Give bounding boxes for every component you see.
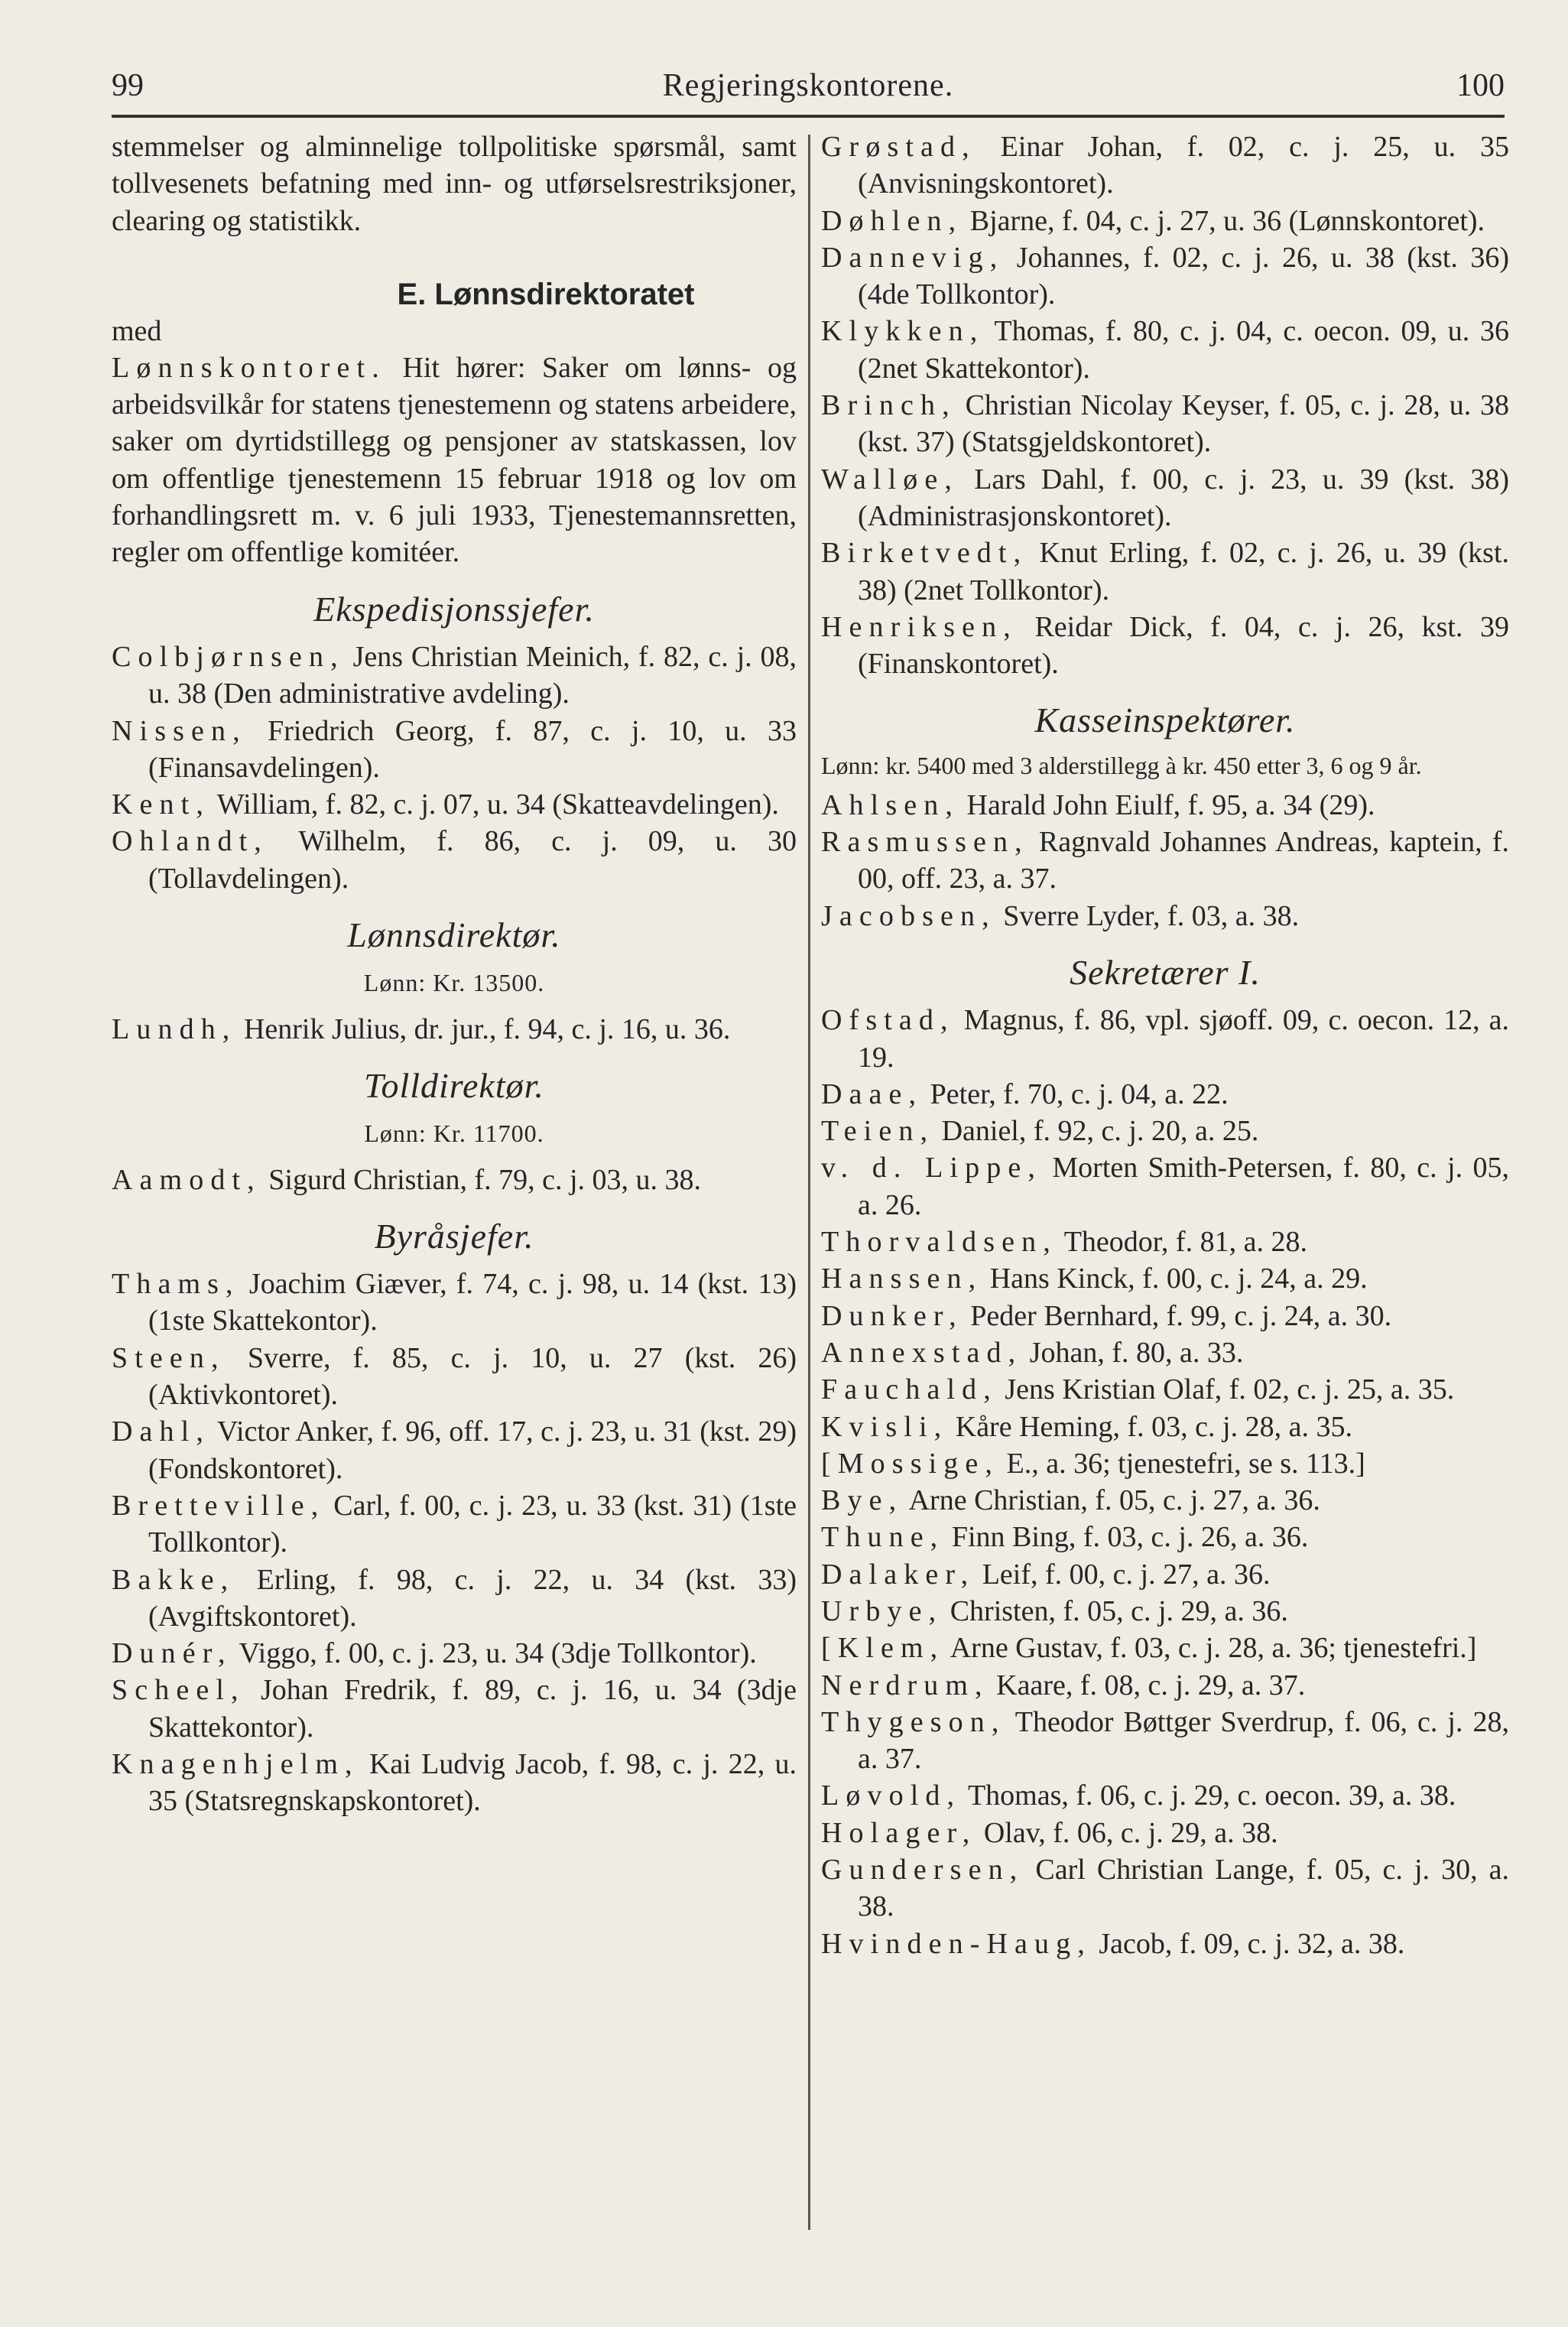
person-details: Lars Dahl, f. 00, c. j. 23, u. 39 (kst. 38) (Administrasjonskontoret). xyxy=(858,463,1509,532)
person-name: Birketvedt, xyxy=(821,537,1028,570)
person-entry xyxy=(821,461,1509,535)
kasseinspektorer-heading: Kasseinspektører. xyxy=(1034,700,1296,740)
ekspedisjonssjefer-heading: Ekspedisjonssjefer. xyxy=(313,589,595,629)
person-entry xyxy=(821,1482,1509,1519)
person-entry xyxy=(112,1340,797,1414)
person-details: Jacob, f. 09, c. j. 32, a. 38. xyxy=(1099,1927,1405,1960)
page-number-right: 100 xyxy=(1456,68,1505,103)
person-details: Jens Kristian Olaf, f. 02, c. j. 25, a. 35. xyxy=(1005,1373,1455,1406)
person-entry xyxy=(821,128,1509,203)
person-details: Erling, f. 98, c. j. 22, u. 34 (kst. 33) (Avgiftskontoret). xyxy=(148,1563,797,1633)
kasseinspektorer-salary: Lønn: kr. 5400 med 3 alderstillegg à kr. 450 etter 3, 6 og 9 år. xyxy=(821,751,1422,779)
person-entry xyxy=(112,639,797,713)
person-entry xyxy=(112,786,797,823)
lonnsdirektor-heading: Lønnsdirektør. xyxy=(347,915,561,955)
person-details: Arne Gustav, f. 03, c. j. 28, a. 36; tjenestefri.] xyxy=(950,1632,1477,1665)
person-name: Thygeson, xyxy=(821,1705,1006,1738)
person-name: Hvinden-Haug, xyxy=(821,1927,1092,1960)
person-details: Sigurd Christian, f. 79, c. j. 03, u. 38. xyxy=(268,1163,702,1196)
person-details: Kai Ludvig Jacob, f. 98, c. j. 22, u. 35 (Statsregnskapskontoret). xyxy=(148,1747,797,1818)
person-name: Dunér, xyxy=(112,1637,232,1670)
person-name: Thorvaldsen, xyxy=(821,1226,1057,1259)
person-entry xyxy=(821,1630,1509,1666)
person-entry xyxy=(821,898,1509,934)
section-e-med: med xyxy=(112,314,162,347)
person-entry xyxy=(821,1445,1509,1482)
person-details: Theodor Bøttger Sverdrup, f. 06, c. j. 28, a. 37. xyxy=(858,1705,1509,1776)
person-entry xyxy=(112,1746,797,1820)
person-details: E., a. 36; tjenestefri, se s. 113.] xyxy=(1006,1447,1365,1480)
person-entry xyxy=(821,1298,1509,1334)
person-entry xyxy=(821,824,1509,898)
person-details: Hans Kinck, f. 00, c. j. 24, a. 29. xyxy=(989,1263,1368,1295)
person-entry xyxy=(821,203,1509,239)
person-entry xyxy=(821,1593,1509,1630)
person-name: Dalaker, xyxy=(821,1558,976,1591)
left-column xyxy=(112,128,797,1820)
intro-paragraph: stemmelser og alminnelige tollpolitiske spørsmål, samt tollvesenets befatning med inn- og utførselsrestriksjoner, clearing og statistikk. xyxy=(112,131,797,237)
person-entry xyxy=(821,1519,1509,1555)
person-details: Johan, f. 80, a. 33. xyxy=(1029,1336,1244,1369)
person-entry xyxy=(821,1667,1509,1704)
person-entry xyxy=(821,1149,1509,1224)
person-entry xyxy=(821,1777,1509,1814)
person-name: [Klem, xyxy=(821,1632,945,1665)
person-name: Knagenhjelm, xyxy=(112,1747,359,1780)
person-name: Daae, xyxy=(821,1077,924,1110)
person-name: v. d. Lippe, xyxy=(821,1152,1042,1185)
person-details: Henrik Julius, dr. jur., f. 94, c. j. 16, u. 36. xyxy=(243,1012,731,1045)
person-entry xyxy=(821,1926,1509,1962)
running-title: Regjeringskontorene. xyxy=(662,68,954,103)
person-name: Nerdrum, xyxy=(821,1669,989,1701)
right-column xyxy=(821,128,1509,1962)
person-entry xyxy=(821,1113,1509,1149)
person-entry xyxy=(821,1002,1509,1076)
person-entry xyxy=(821,1815,1509,1851)
person-details: Wilhelm, f. 86, c. j. 09, u. 30 (Tollavdelingen). xyxy=(148,825,797,895)
person-name: Holager, xyxy=(821,1816,977,1849)
person-entry xyxy=(112,1011,797,1048)
person-details: Viggo, f. 00, c. j. 23, u. 34 (3dje Tollkontor). xyxy=(239,1637,757,1670)
person-name: Gundersen, xyxy=(821,1854,1024,1887)
person-details: Joachim Giæver, f. 74, c. j. 98, u. 14 (kst. 13) (1ste Skattekontor). xyxy=(148,1268,797,1337)
tolldirektor-heading: Tolldirektør. xyxy=(364,1065,544,1105)
person-details: Kåre Heming, f. 03, c. j. 28, a. 35. xyxy=(955,1410,1352,1443)
sekretaerer-list xyxy=(821,1002,1509,1962)
person-entry xyxy=(112,1672,797,1746)
byrasjefer-continued-list xyxy=(821,128,1509,682)
person-name: Kent, xyxy=(112,788,210,821)
person-entry xyxy=(821,1704,1509,1778)
section-e-paragraph xyxy=(112,349,797,571)
person-entry xyxy=(112,713,797,787)
person-entry xyxy=(821,1076,1509,1113)
person-entry xyxy=(821,787,1509,824)
person-details: Peder Bernhard, f. 99, c. j. 24, a. 30. xyxy=(970,1299,1392,1332)
person-details: Christen, f. 05, c. j. 29, a. 36. xyxy=(950,1594,1288,1627)
person-name: Dahl, xyxy=(112,1415,210,1448)
person-name: Brinch, xyxy=(821,389,956,422)
page-header xyxy=(112,61,1505,118)
lonnsdirektor-list xyxy=(112,1011,797,1048)
person-details: Johannes, f. 02, c. j. 26, u. 38 (kst. 36) (4de Tollkontor). xyxy=(858,241,1509,311)
person-name: Aamodt, xyxy=(112,1163,261,1196)
section-e-heading: E. Lønnsdirektoratet xyxy=(397,277,695,311)
person-name: Klykken, xyxy=(821,315,985,348)
person-details: William, f. 82, c. j. 07, u. 34 (Skatteavdelingen). xyxy=(216,788,779,821)
person-entry xyxy=(821,1334,1509,1371)
ekspedisjonssjefer-list xyxy=(112,639,797,897)
person-name: Ofstad, xyxy=(821,1004,955,1037)
person-name: Lundh, xyxy=(112,1012,237,1045)
column-divider xyxy=(808,135,810,2230)
person-name: Kvisli, xyxy=(821,1410,949,1443)
spacer xyxy=(112,239,797,276)
person-details: Knut Erling, f. 02, c. j. 26, u. 39 (kst. 38) (2net Tollkontor). xyxy=(858,537,1510,606)
person-entry xyxy=(112,1562,797,1636)
page-number-left: 99 xyxy=(112,68,144,103)
person-entry xyxy=(821,1851,1509,1926)
person-entry xyxy=(112,823,797,897)
lonnsdirektor-salary: Lønn: Kr. 13500. xyxy=(363,969,545,997)
person-entry xyxy=(821,313,1509,387)
section-e-text: Hit hører: Saker om lønns- og arbeidsvilkår for statens tjenestemenn og statens arbeidere, saker om dyrtidstillegg og pensjoner av statskassen, lov om offentlige tjenestemenn 15 februar 1918 og lov om forhandlingsrett m. v. 6 juli 1933, Tjenestemannsretten, regler om offentlige komitéer. xyxy=(112,351,797,569)
person-name: Dunker, xyxy=(821,1299,963,1332)
person-details: Thomas, f. 06, c. j. 29, c. oecon. 39, a. 38. xyxy=(967,1779,1456,1812)
sekretaerer-heading: Sekretærer I. xyxy=(1070,952,1261,992)
person-name: Løvold, xyxy=(821,1779,962,1812)
person-entry xyxy=(821,609,1509,683)
person-name: Teien, xyxy=(821,1115,935,1148)
person-entry xyxy=(821,239,1509,314)
person-details: Christian Nicolay Keyser, f. 05, c. j. 28, u. 38 (kst. 37) (Statsgjeldskontoret). xyxy=(858,389,1509,459)
person-details: Victor Anker, f. 96, off. 17, c. j. 23, u. 31 (kst. 29) (Fondskontoret). xyxy=(148,1415,797,1485)
person-details: Kaare, f. 08, c. j. 29, a. 37. xyxy=(996,1669,1306,1701)
person-details: Olav, f. 06, c. j. 29, a. 38. xyxy=(983,1816,1278,1849)
person-entry xyxy=(821,1371,1509,1408)
person-name: Bretteville, xyxy=(112,1489,326,1522)
person-name: Annexstad, xyxy=(821,1336,1023,1369)
person-name: Henriksen, xyxy=(821,610,1018,643)
person-name: Steen, xyxy=(112,1341,226,1374)
person-entry xyxy=(821,1556,1509,1593)
person-details: Reidar Dick, f. 04, c. j. 26, kst. 39 (Finanskontoret). xyxy=(858,610,1509,681)
tolldirektor-list xyxy=(112,1162,797,1198)
person-name: Walløe, xyxy=(821,463,959,496)
person-entry xyxy=(112,1266,797,1340)
kasseinspektorer-list xyxy=(821,787,1509,934)
person-name: Ahlsen, xyxy=(821,788,959,821)
person-details: Friedrich Georg, f. 87, c. j. 10, u. 33 (Finansavdelingen). xyxy=(148,714,797,784)
person-details: Leif, f. 00, c. j. 27, a. 36. xyxy=(982,1558,1271,1591)
person-details: Harald John Eiulf, f. 95, a. 34 (29). xyxy=(966,788,1375,821)
person-entry xyxy=(112,1162,797,1198)
person-details: Johan Fredrik, f. 89, c. j. 16, u. 34 (3dje Skattekontor). xyxy=(148,1674,797,1744)
person-name: Bakke, xyxy=(112,1563,235,1596)
person-details: Sverre, f. 85, c. j. 10, u. 27 (kst. 26) (Aktivkontoret). xyxy=(148,1341,797,1412)
person-details: Einar Johan, f. 02, c. j. 25, u. 35 (Anvisningskontoret). xyxy=(858,131,1509,200)
person-details: Arne Christian, f. 05, c. j. 27, a. 36. xyxy=(908,1484,1320,1517)
person-entry xyxy=(112,1635,797,1672)
person-entry xyxy=(821,1409,1509,1445)
person-name: Colbjørnsen, xyxy=(112,640,345,673)
tolldirektor-salary: Lønn: Kr. 11700. xyxy=(364,1120,544,1148)
person-name: Hanssen, xyxy=(821,1263,983,1295)
person-name: Døhlen, xyxy=(821,204,963,237)
person-entry xyxy=(821,387,1509,461)
person-details: Carl Christian Lange, f. 05, c. j. 30, a. 38. xyxy=(858,1854,1510,1923)
person-details: Carl, f. 00, c. j. 23, u. 33 (kst. 31) (1ste Tollkontor). xyxy=(148,1489,797,1559)
person-entry xyxy=(821,535,1509,609)
person-name: Fauchald, xyxy=(821,1373,998,1406)
person-name: Thams, xyxy=(112,1268,240,1301)
person-details: Ragnvald Johannes Andreas, kaptein, f. 00, off. 23, a. 37. xyxy=(858,826,1510,895)
person-name: Ohlandt, xyxy=(112,825,268,858)
office-name: Lønnskontoret. xyxy=(112,351,386,384)
person-name: Jacobsen, xyxy=(821,899,996,932)
person-entry xyxy=(112,1413,797,1487)
person-details: Theodor, f. 81, a. 28. xyxy=(1063,1226,1307,1259)
person-details: Finn Bing, f. 03, c. j. 26, a. 36. xyxy=(951,1521,1309,1554)
byrasjefer-list xyxy=(112,1266,797,1819)
person-details: Bjarne, f. 04, c. j. 27, u. 36 (Lønnskontoret). xyxy=(969,204,1485,237)
person-name: Thune, xyxy=(821,1521,945,1554)
person-entry xyxy=(821,1260,1509,1297)
person-name: Urbye, xyxy=(821,1594,943,1627)
person-entry xyxy=(112,1487,797,1562)
person-details: Thomas, f. 80, c. j. 04, c. oecon. 09, u. 36 (2net Skattekontor). xyxy=(858,315,1509,385)
person-details: Daniel, f. 92, c. j. 20, a. 25. xyxy=(941,1115,1259,1148)
person-details: Magnus, f. 86, vpl. sjøoff. 09, c. oecon. 12, a. 19. xyxy=(858,1004,1509,1074)
byrasjefer-heading: Byråsjefer. xyxy=(374,1216,534,1256)
person-details: Peter, f. 70, c. j. 04, a. 22. xyxy=(930,1077,1229,1110)
person-details: Sverre Lyder, f. 03, a. 38. xyxy=(1003,899,1300,932)
person-name: [Mossige, xyxy=(821,1447,1000,1480)
person-name: Dannevig, xyxy=(821,241,1005,274)
person-name: Grøstad, xyxy=(821,131,976,163)
person-details: Jens Christian Meinich, f. 82, c. j. 08, u. 38 (Den administrative avdeling). xyxy=(148,640,797,710)
person-details: Morten Smith-Petersen, f. 80, c. j. 05, a. 26. xyxy=(858,1152,1510,1221)
person-entry xyxy=(821,1224,1509,1260)
person-name: Scheel, xyxy=(112,1674,245,1707)
person-name: Nissen, xyxy=(112,714,247,747)
person-name: Rasmussen, xyxy=(821,826,1029,859)
person-name: Bye, xyxy=(821,1484,904,1517)
